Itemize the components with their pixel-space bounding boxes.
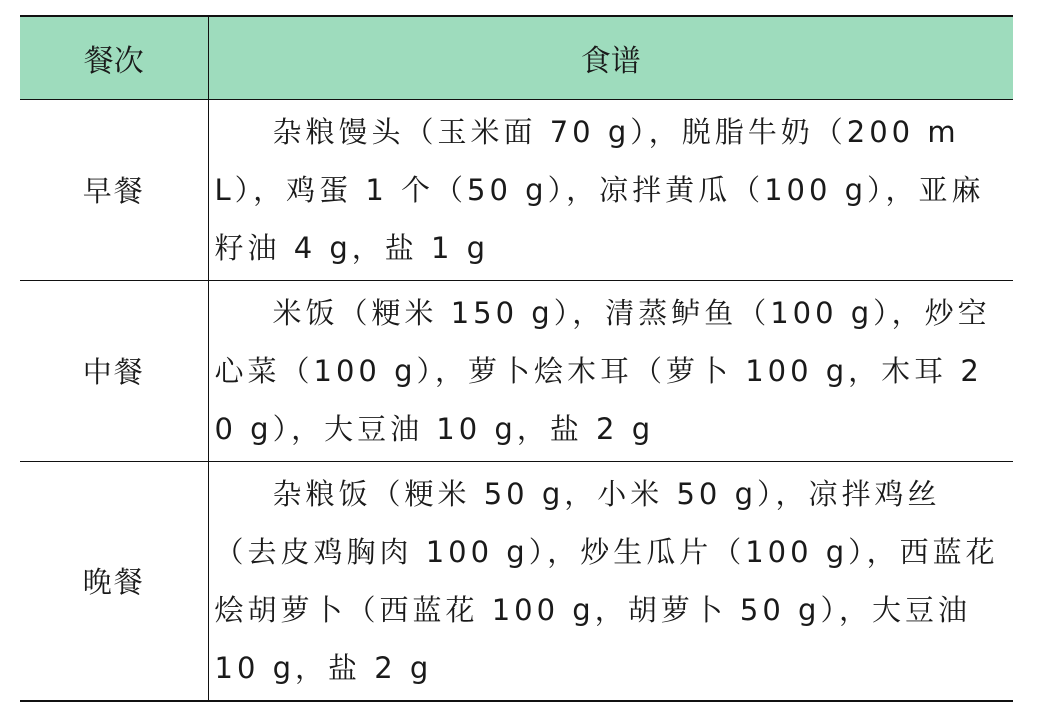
table-row-lunch [20,280,1013,461]
meal-name-lunch: 中餐 [20,280,208,461]
header-row [20,16,1013,99]
recipe-breakfast: 杂粮馒头（玉米面 70 g），脱脂牛奶（200 mL），鸡蛋 1 个（50 g），凉拌黄瓜（100 g），亚麻籽油 4 g，盐 1 g [208,99,1013,280]
meal-name-breakfast: 早餐 [20,99,208,280]
table-body [20,99,1013,701]
meal-name-dinner: 晚餐 [20,461,208,701]
recipe-column-header: 食谱 [208,16,1013,99]
recipe-dinner: 杂粮饭（粳米 50 g，小米 50 g），凉拌鸡丝（去皮鸡胸肉 100 g），炒生瓜片（100 g），西蓝花烩胡萝卜（西蓝花 100 g，胡萝卜 50 g），大豆油 10 g，盐 2 g [208,461,1013,701]
table-row-dinner [20,461,1013,701]
meal-column-header: 餐次 [20,16,208,99]
recipe-lunch: 米饭（粳米 150 g），清蒸鲈鱼（100 g），炒空心菜（100 g），萝卜烩木耳（萝卜 100 g，木耳 20 g），大豆油 10 g，盐 2 g [208,280,1013,461]
table-row-breakfast [20,99,1013,280]
meal-plan-table [20,15,1013,702]
table-header [20,16,1013,99]
